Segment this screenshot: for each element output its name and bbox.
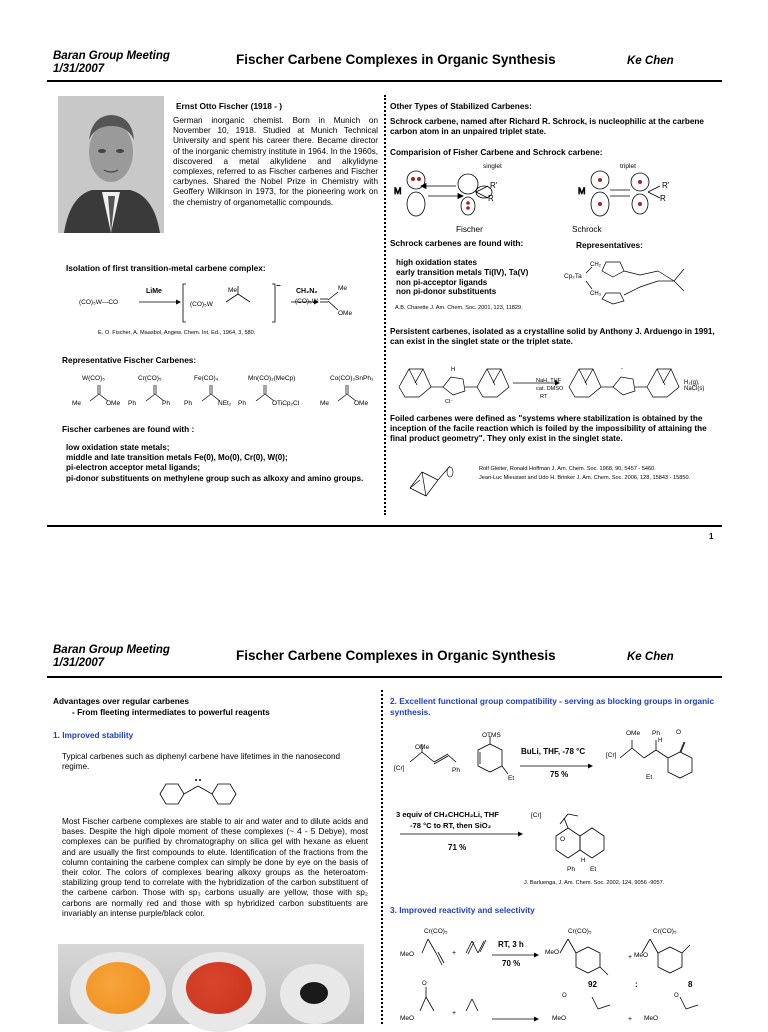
isolation-intermediate-metal: (CO)₅W — [190, 301, 213, 308]
rxn4-meo-product-b: MeO — [644, 1015, 659, 1022]
isolation-product-me: Me — [338, 285, 348, 292]
triplet-label: triplet — [620, 163, 636, 170]
svg-text:+: + — [452, 1010, 457, 1017]
meeting-date: 1/31/2007 — [53, 63, 105, 75]
svg-text:+: + — [628, 1016, 633, 1023]
author: Ke Chen — [627, 651, 674, 663]
svg-text:+: + — [628, 954, 633, 961]
carbene-right-substituent: NEt₂ — [218, 400, 232, 407]
stability-intro-text: Typical carbenes such as diphenyl carbene have lifetimes in the nanosecond regime. — [62, 752, 341, 772]
isolation-product-metal: (CO)₅W — [295, 298, 318, 305]
rxn3-crco5-reactant: Cr(CO)₅ — [424, 928, 448, 935]
svg-text:+: + — [452, 950, 457, 957]
representative-heading: Representative Fischer Carbenes: — [62, 355, 197, 365]
isolation-heading: Isolation of first transition-metal carbene complex: — [66, 263, 266, 273]
persistent-text: Persistent carbenes, isolated as a crystalline solid by Anthony J. Arduengo in 1991, can exist in the singlet state or the triplet state. — [390, 327, 715, 347]
arduengo-reagent-dmso: cat. DMSO — [536, 386, 564, 392]
list-item: high oxidation states — [396, 258, 477, 267]
meeting-date: 1/31/2007 — [53, 657, 105, 669]
representatives-heading: Representatives: — [576, 240, 643, 250]
carbene-left-substituent: Ph — [184, 400, 192, 407]
compatibility-reference: J. Barluenga, J. Am. Chem. Soc. 2002, 124, 9056 -9057. — [524, 880, 665, 886]
page-title: Fischer Carbene Complexes in Organic Synthesis — [236, 52, 556, 67]
arduengo-reagent-rt: RT — [540, 394, 548, 400]
rxn1-product-o: O — [676, 729, 682, 736]
rxn3-meo-product-a: MeO — [545, 949, 560, 956]
found-with-heading: Fischer carbenes are found with : — [62, 424, 195, 434]
carbene-metal: Mn(CO)₂(MeCp) — [248, 375, 296, 382]
rxn2-o: O — [560, 836, 566, 843]
rxn3-ratio-colon: : — [635, 980, 638, 989]
carbene-right-substituent: OTiCp₂Cl — [272, 400, 300, 407]
rxn3-crco5-product-a: Cr(CO)₅ — [568, 928, 592, 935]
svg-text:R: R — [488, 194, 494, 203]
rxn1-product-h: H — [658, 738, 663, 744]
vial-black — [300, 982, 328, 1004]
fischer-label: Fischer — [456, 225, 483, 234]
carbene-metal: Fe(CO)₄ — [194, 375, 219, 382]
rxn1-conditions: BuLi, THF, -78 °C — [521, 747, 586, 756]
meeting-label: Baran Group Meeting — [53, 50, 170, 62]
list-item: pi-electron acceptor metal ligands; — [66, 463, 201, 473]
rxn2-conditions-1: 3 equiv of CH₂CHCH₂Li, THF — [396, 810, 499, 819]
rxn1-ph: Ph — [452, 767, 460, 774]
rxn1-ome: OMe — [415, 744, 430, 751]
rxn1-otms: OTMS — [482, 732, 501, 739]
carbene-right-substituent: OMe — [354, 400, 369, 407]
reactivity-heading: 3. Improved reactivity and selectivity — [390, 905, 535, 915]
carbene-left-substituent: Ph — [128, 400, 136, 407]
representative-carbene — [320, 375, 396, 415]
isolation-intermediate-me: Me — [228, 287, 238, 294]
column-divider — [384, 95, 386, 515]
foiled-reference-2: Jean-Luc Mieusset and Udo H. Brinker J. Am. Chem. Soc. 2006, 128, 15843 - 15850. — [479, 475, 691, 481]
rxn3-yield: 70 % — [502, 959, 521, 968]
isolation-charge: − — [276, 281, 281, 290]
carbene-metal: W(CO)₅ — [82, 375, 105, 382]
rxn4-meo-product-a: MeO — [552, 1015, 567, 1022]
isolation-reactant: (CO)₅W—CO — [79, 299, 119, 306]
schrock-list — [396, 258, 566, 297]
foiled-carbene-structure — [406, 460, 466, 500]
header-rule — [47, 80, 722, 82]
rxn3-conditions: RT, 3 h — [498, 940, 524, 949]
reaction-3-scheme — [392, 925, 722, 1024]
vial-red — [186, 962, 252, 1014]
rxn2-conditions-2: -78 °C to RT, then SiO₂ — [410, 821, 492, 830]
representative-carbene — [238, 375, 314, 415]
arduengo-reagent-nah: NaH, THF — [536, 378, 562, 384]
svg-text:M: M — [578, 186, 586, 196]
vial-orange — [86, 962, 150, 1014]
svg-text:O: O — [674, 993, 679, 999]
isolation-reagent-2: CH₂N₂ — [296, 288, 318, 295]
list-item: middle and late transition metals Fe(0), Mo(0), Cr(0), W(0); — [66, 453, 288, 463]
bio-name: Ernst Otto Fischer (1918 - ) — [176, 101, 283, 111]
svg-text:M: M — [394, 186, 402, 196]
found-with-list — [66, 443, 366, 484]
foiled-text: Foiled carbenes were defined as "systems where stabilization is obtained by the inception of the facile reaction which is foiled by the impossibility of attaining the final product geometry". They only exist in the singlet state. — [390, 414, 707, 444]
isolation-scheme — [76, 278, 376, 326]
footer-rule — [47, 525, 722, 527]
cp2ta-label: Cp₂Ta — [564, 273, 582, 280]
svg-text:CH₂: CH₂ — [590, 262, 601, 268]
list-item: pi-donor substituents on methylene group such as alkoxy and amino groups. — [66, 473, 364, 483]
svg-text:Cl⁻: Cl⁻ — [445, 399, 454, 405]
page-title: Fischer Carbene Complexes in Organic Synthesis — [236, 648, 556, 663]
portrait-photo — [58, 96, 164, 233]
svg-text:¨: ¨ — [621, 368, 624, 375]
advantages-heading: Advantages over regular carbenes — [53, 696, 190, 706]
isolation-product-ome: OMe — [338, 310, 353, 317]
schrock-reference: A.B. Charette J. Am. Chem. Soc. 2001, 123, 11829. — [395, 305, 523, 311]
comparison-heading: Comparision of Fisher Carbene and Schrock carbene: — [390, 147, 603, 157]
rxn1-et: Et — [508, 775, 515, 782]
carbene-metal: Cr(CO)₅ — [138, 375, 162, 382]
carbene-left-substituent: Me — [72, 400, 82, 407]
schrock-found-heading: Schrock carbenes are found with: — [390, 238, 524, 248]
list-item: early transition metals Ti(IV), Ta(V) — [396, 267, 529, 277]
rxn2-yield: 71 % — [448, 843, 467, 852]
singlet-label: singlet — [483, 163, 502, 170]
advantages-subheading: - From fleeting intermediates to powerful reagents — [72, 707, 270, 717]
rxn1-product-et: Et — [646, 774, 653, 781]
carbene-left-substituent: Ph — [238, 400, 246, 407]
list-item: non pi-acceptor ligands — [396, 277, 488, 287]
page-number: 1 — [709, 532, 714, 541]
meeting-label: Baran Group Meeting — [53, 644, 170, 656]
arduengo-byproduct: H₂(g), NaCl(s) — [684, 380, 705, 392]
schrock-representative-structure — [578, 257, 698, 305]
rxn3-ratio-a: 92 — [588, 980, 597, 989]
rxn2-ph: Ph — [567, 866, 575, 873]
rxn3-crco5-product-b: Cr(CO)₅ — [653, 928, 677, 935]
rxn1-yield: 75 % — [550, 770, 569, 779]
carbene-right-substituent: Ph — [162, 400, 170, 407]
list-item: non pi-donor substituents — [396, 287, 497, 297]
svg-text:O: O — [562, 993, 567, 999]
svg-text:H: H — [451, 367, 456, 373]
rxn2-h: H — [581, 858, 586, 864]
diphenyl-carbene-structure — [156, 772, 242, 808]
svg-text:R': R' — [662, 181, 670, 190]
other-carbenes-heading: Other Types of Stabilized Carbenes: — [390, 101, 532, 111]
rxn2-cr: [Cr] — [531, 812, 542, 819]
rxn3-meo-product-b: MeO — [634, 952, 649, 959]
stability-text: Most Fischer carbene complexes are stable to air and water and to dilute acids and bases. Despite the high dipole moment of these complexes (~ 4 - 5 Debye), most complexes can be purified by chromatography on silica gel with hexane as eluent and are usually the first compounds to elute. Identification of the fractions from the column containing the carbene complex can simply be done by eye on the basis of their color. The colors of complexes bearing alkoxy groups as the heteroatom-stabilizing group tend to correlate with the hybridization of the carbon substituent of the carbene carbon. Those with sp₃ carbons usually are yellow, those with sp₂ carbons are normally red and those with sp hybridized carbon substituents are invariably an intense purple/black color. — [62, 817, 368, 918]
svg-text:R': R' — [490, 181, 498, 190]
carbene-left-substituent: Me — [320, 400, 330, 407]
orbital-diagram — [392, 170, 692, 226]
rxn1-product-cr: [Cr] — [606, 752, 617, 759]
rxn4-meo-reactant: MeO — [400, 1015, 415, 1022]
rxn1-cr: [Cr] — [394, 765, 405, 772]
bio-text: German inorganic chemist. Born in Munich on November 10, 1918. Studied at Munich Technical University and spent his career there. Became director of the inorganic chemistry institute in 1964. In the 1960s, discovered a metal alkylidene and alkylidyne complexes, referred to as Fischer carbenes and Fischer carbynes. Shared the Nobel Prize in Chemistry with Geoffery Wilkinson in 1973, for the pioneering work on the chemistry of organometallic compounds. — [173, 116, 378, 207]
schrock-text: Schrock carbene, named after Richard R. Schrock, is nucleophilic at the carbene carbon atom in an unpaired triplet state. — [390, 117, 704, 137]
header-rule — [47, 676, 722, 678]
carbene-right-substituent: OMe — [106, 400, 121, 407]
isolation-reagent-1: LiMe — [146, 288, 162, 295]
rxn2-et: Et — [590, 866, 597, 873]
isolation-reference: E. O. Fischer, A. Maasbol, Angew. Chem. Int. Ed., 1964, 3, 580. — [98, 330, 256, 336]
compatibility-heading: 2. Excellent functional group compatibility - serving as blocking groups in organic synthesis. — [390, 696, 715, 717]
foiled-reference-1: Rolf Gleiter, Ronald Hoffman J. Am. Chem. Soc. 1968, 90, 5457 - 5460. — [479, 466, 656, 472]
rxn3-meo-reactant: MeO — [400, 951, 415, 958]
list-item: low oxidation state metals; — [66, 443, 170, 452]
reaction-1-scheme — [392, 728, 722, 798]
stability-heading: 1. Improved stability — [53, 730, 134, 740]
column-divider — [381, 690, 383, 1024]
rxn3-ratio-b: 8 — [688, 980, 693, 989]
carbene-metal: Co(CO)₃SnPh₃ — [330, 375, 374, 382]
svg-text:R: R — [660, 194, 666, 203]
rxn1-product-ome: OMe — [626, 730, 641, 737]
color-vials-photo — [58, 944, 364, 1024]
schrock-label: Schrock — [572, 225, 602, 234]
svg-text:CH₃: CH₃ — [590, 291, 602, 297]
svg-text:O: O — [422, 981, 427, 987]
rxn1-product-ph: Ph — [652, 730, 660, 737]
author: Ke Chen — [627, 55, 674, 67]
